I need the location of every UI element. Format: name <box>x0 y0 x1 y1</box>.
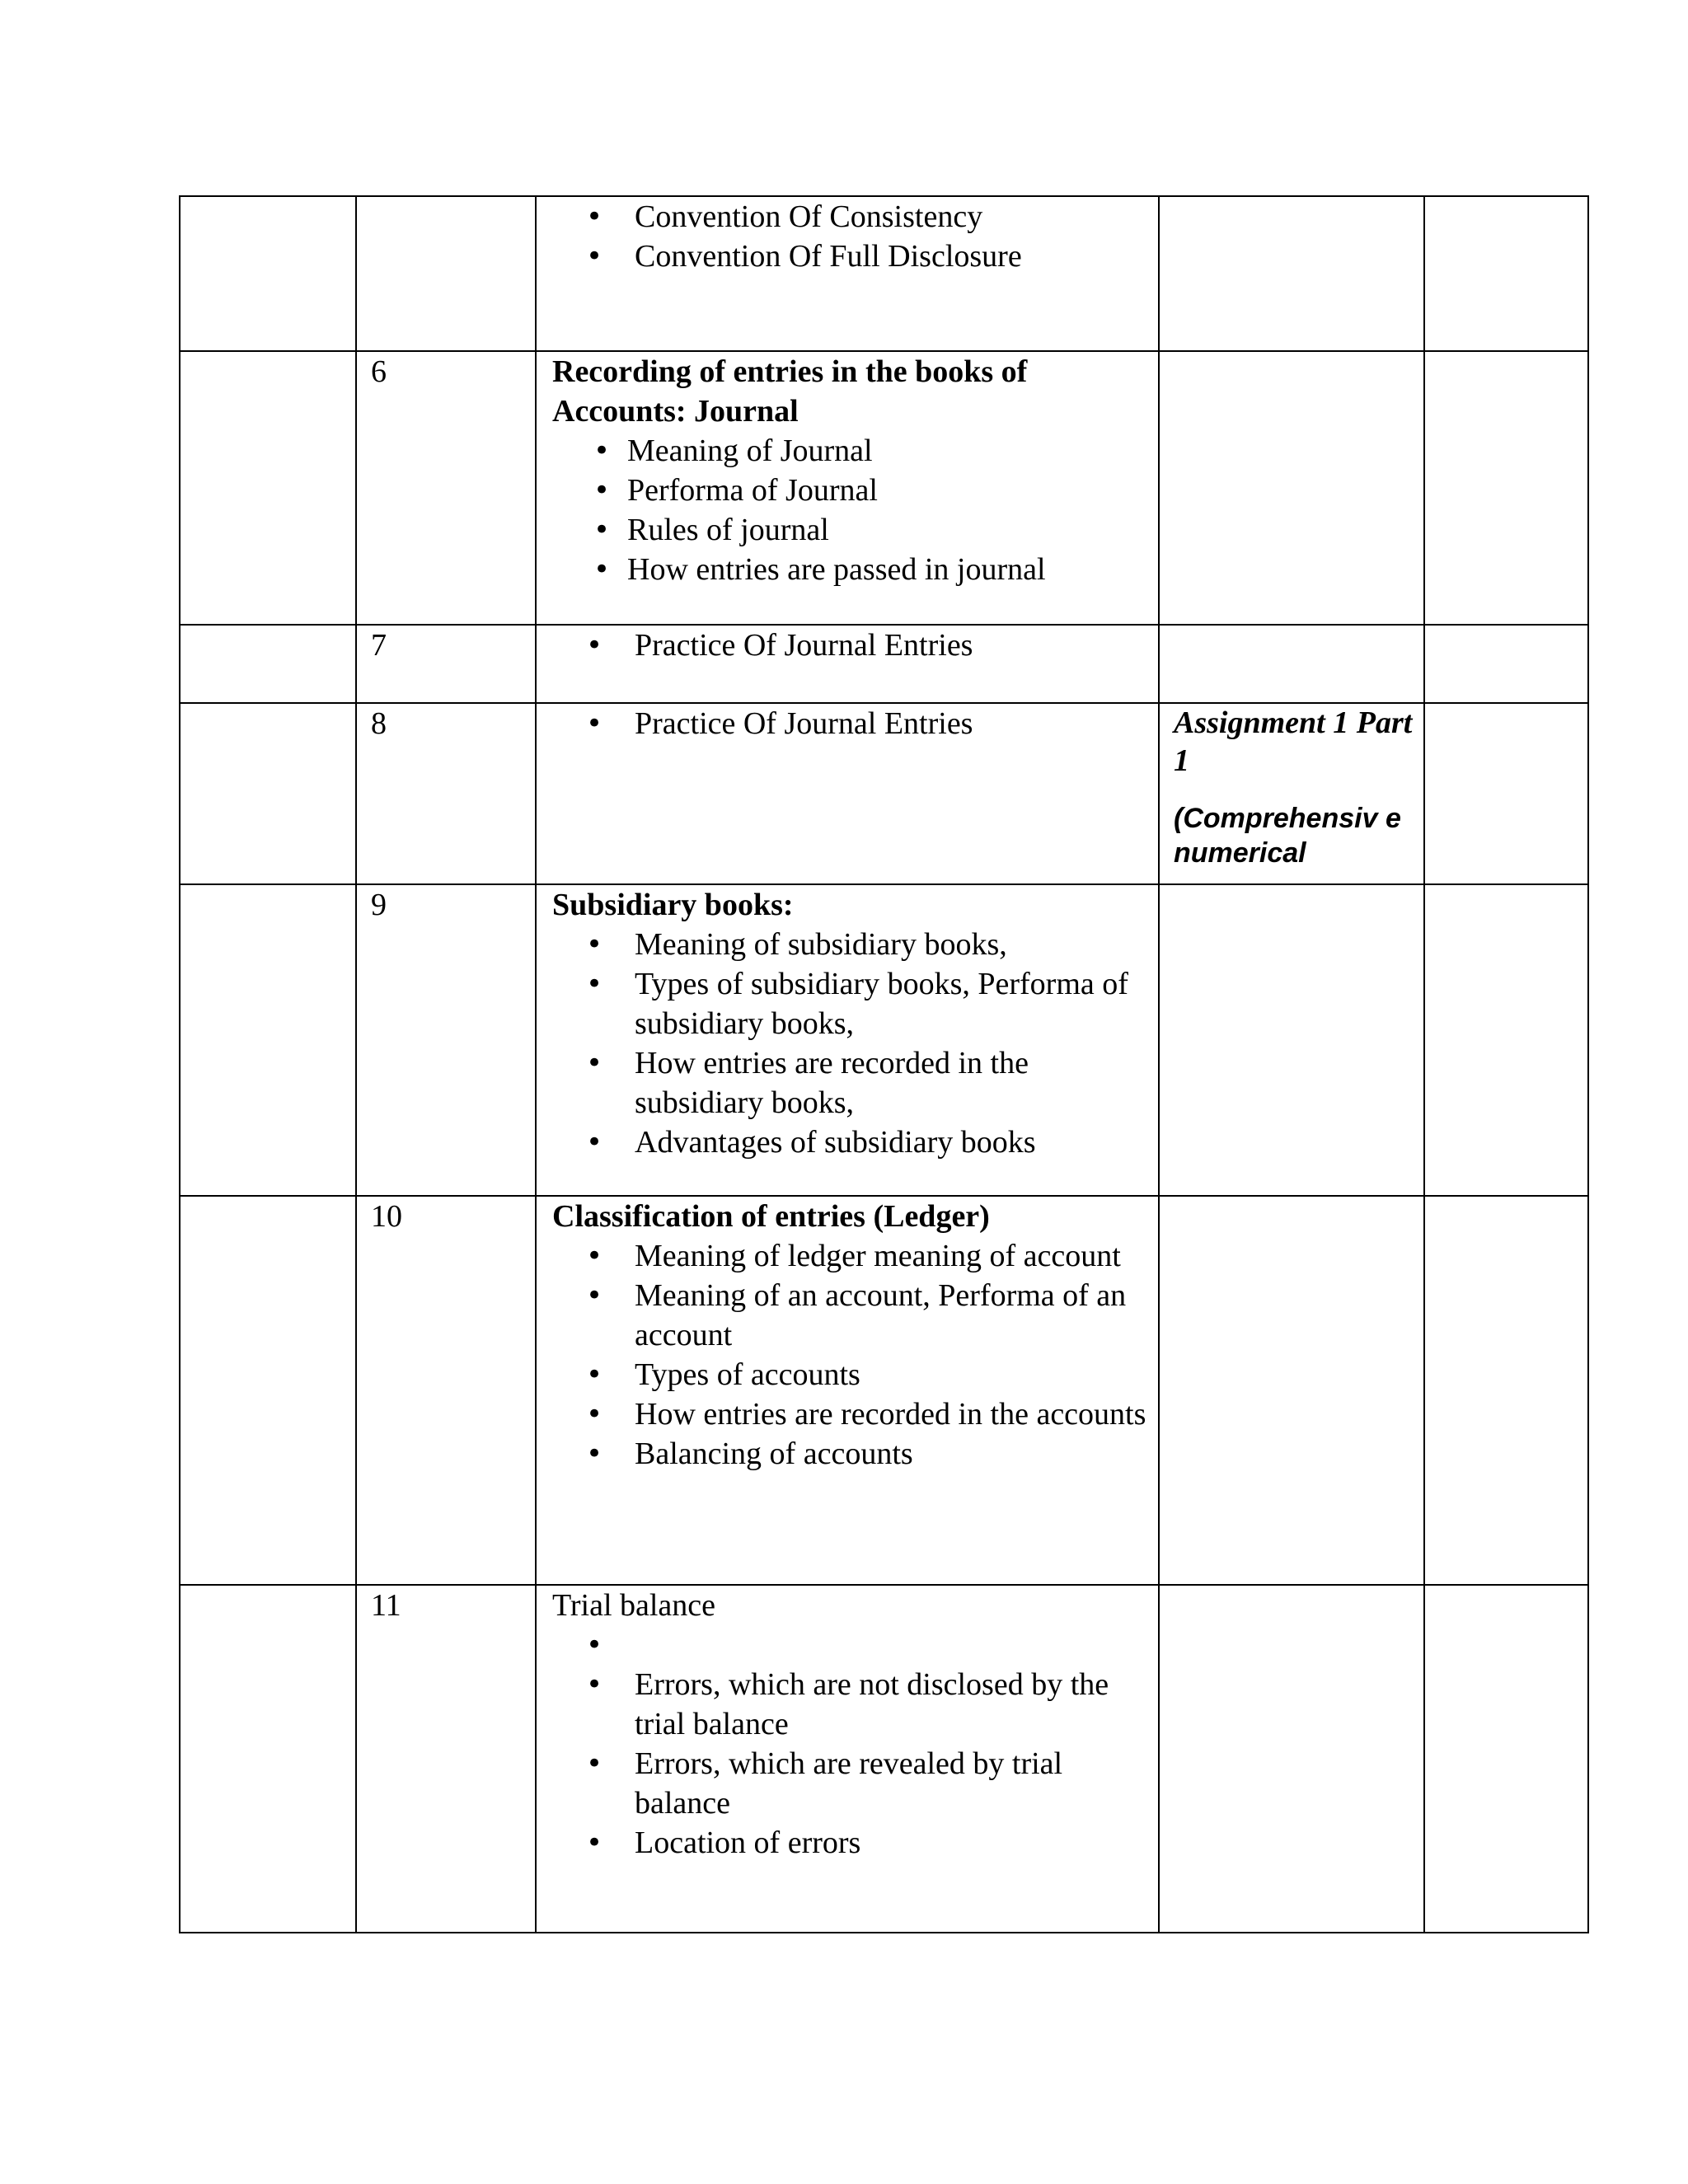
topic-list <box>537 1236 1158 1474</box>
topic-list <box>537 197 1158 276</box>
assignment-label: Assignment 1 Part 1 <box>1174 705 1413 778</box>
list-item: • How entries are recorded in the accounts <box>537 1394 1158 1434</box>
week-number: 9 <box>371 888 387 922</box>
list-item: • How entries are recorded in the subsidiary books, <box>537 1043 1158 1122</box>
list-item: • Convention Of Full Disclosure <box>537 237 1158 276</box>
list-item: • Practice Of Journal Entries <box>537 626 1158 665</box>
week-cell <box>356 196 536 351</box>
topic-heading: Classification of entries (Ledger) <box>552 1199 990 1234</box>
topic-list <box>537 431 1158 589</box>
topic-heading: Trial balance <box>552 1588 716 1623</box>
assignment-cell <box>1159 196 1424 351</box>
lecture-cell <box>180 196 356 351</box>
week-cell <box>356 351 536 625</box>
list-item: • Location of errors <box>537 1823 1158 1863</box>
table-row <box>180 196 1588 351</box>
assignment-cell <box>1159 1196 1424 1585</box>
week-number: 8 <box>371 706 387 741</box>
table-row <box>180 625 1588 703</box>
assignment-cell <box>1159 625 1424 703</box>
assignment-note: (Comprehensiv e numerical <box>1174 803 1401 869</box>
assignment-cell <box>1159 884 1424 1196</box>
list-item: • Errors, which are revealed by trial balance <box>537 1744 1158 1823</box>
list-item: • Practice Of Journal Entries <box>537 704 1158 743</box>
remarks-cell <box>1424 196 1588 351</box>
week-number: 6 <box>371 354 387 389</box>
week-cell <box>356 703 536 884</box>
assignment-cell <box>1159 1585 1424 1933</box>
list-item: • Types of subsidiary books, Performa of subsidiary books, <box>537 964 1158 1043</box>
table-row <box>180 884 1588 1196</box>
list-item: • Rules of journal <box>537 510 1158 550</box>
list-item: • Meaning of Journal <box>537 431 1158 471</box>
remarks-cell <box>1424 703 1588 884</box>
list-item: • Convention Of Consistency <box>537 197 1158 237</box>
topic-cell <box>536 351 1159 625</box>
list-item: • Types of accounts <box>537 1355 1158 1394</box>
lecture-cell <box>180 1585 356 1933</box>
table-row <box>180 351 1588 625</box>
lesson-plan-table <box>179 195 1589 1933</box>
lecture-cell <box>180 703 356 884</box>
week-cell <box>356 625 536 703</box>
list-item: • How entries are passed in journal <box>537 550 1158 589</box>
remarks-cell <box>1424 1196 1588 1585</box>
topic-list <box>537 1625 1158 1863</box>
remarks-cell <box>1424 1585 1588 1933</box>
lecture-cell <box>180 625 356 703</box>
week-number: 10 <box>371 1199 402 1234</box>
topic-heading: Subsidiary books: <box>552 888 794 922</box>
lecture-cell <box>180 884 356 1196</box>
table-row <box>180 1196 1588 1585</box>
table-row <box>180 703 1588 884</box>
assignment-cell <box>1159 703 1424 884</box>
topic-heading: Recording of entries in the books of Accounts: Journal <box>552 354 1028 429</box>
lecture-cell <box>180 351 356 625</box>
topic-cell <box>536 196 1159 351</box>
list-item: • Meaning of ledger meaning of account <box>537 1236 1158 1276</box>
lecture-cell <box>180 1196 356 1585</box>
list-item: • Errors, which are not disclosed by the trial balance <box>537 1665 1158 1744</box>
topic-list <box>537 626 1158 665</box>
topic-list <box>537 925 1158 1162</box>
table-row <box>180 1585 1588 1933</box>
topic-cell <box>536 884 1159 1196</box>
week-cell <box>356 884 536 1196</box>
topic-cell <box>536 1585 1159 1933</box>
topic-cell <box>536 1196 1159 1585</box>
assignment-cell <box>1159 351 1424 625</box>
list-item: • Meaning of an account, Performa of an account <box>537 1276 1158 1355</box>
remarks-cell <box>1424 351 1588 625</box>
topic-list <box>537 704 1158 743</box>
topic-cell <box>536 703 1159 884</box>
list-item <box>537 1625 1158 1665</box>
week-number: 11 <box>371 1588 401 1623</box>
topic-cell <box>536 625 1159 703</box>
list-item: • Meaning of subsidiary books, <box>537 925 1158 964</box>
week-cell <box>356 1196 536 1585</box>
remarks-cell <box>1424 884 1588 1196</box>
list-item: • Advantages of subsidiary books <box>537 1122 1158 1162</box>
remarks-cell <box>1424 625 1588 703</box>
list-item: • Performa of Journal <box>537 471 1158 510</box>
list-item: • Balancing of accounts <box>537 1434 1158 1474</box>
week-cell <box>356 1585 536 1933</box>
week-number: 7 <box>371 628 387 663</box>
